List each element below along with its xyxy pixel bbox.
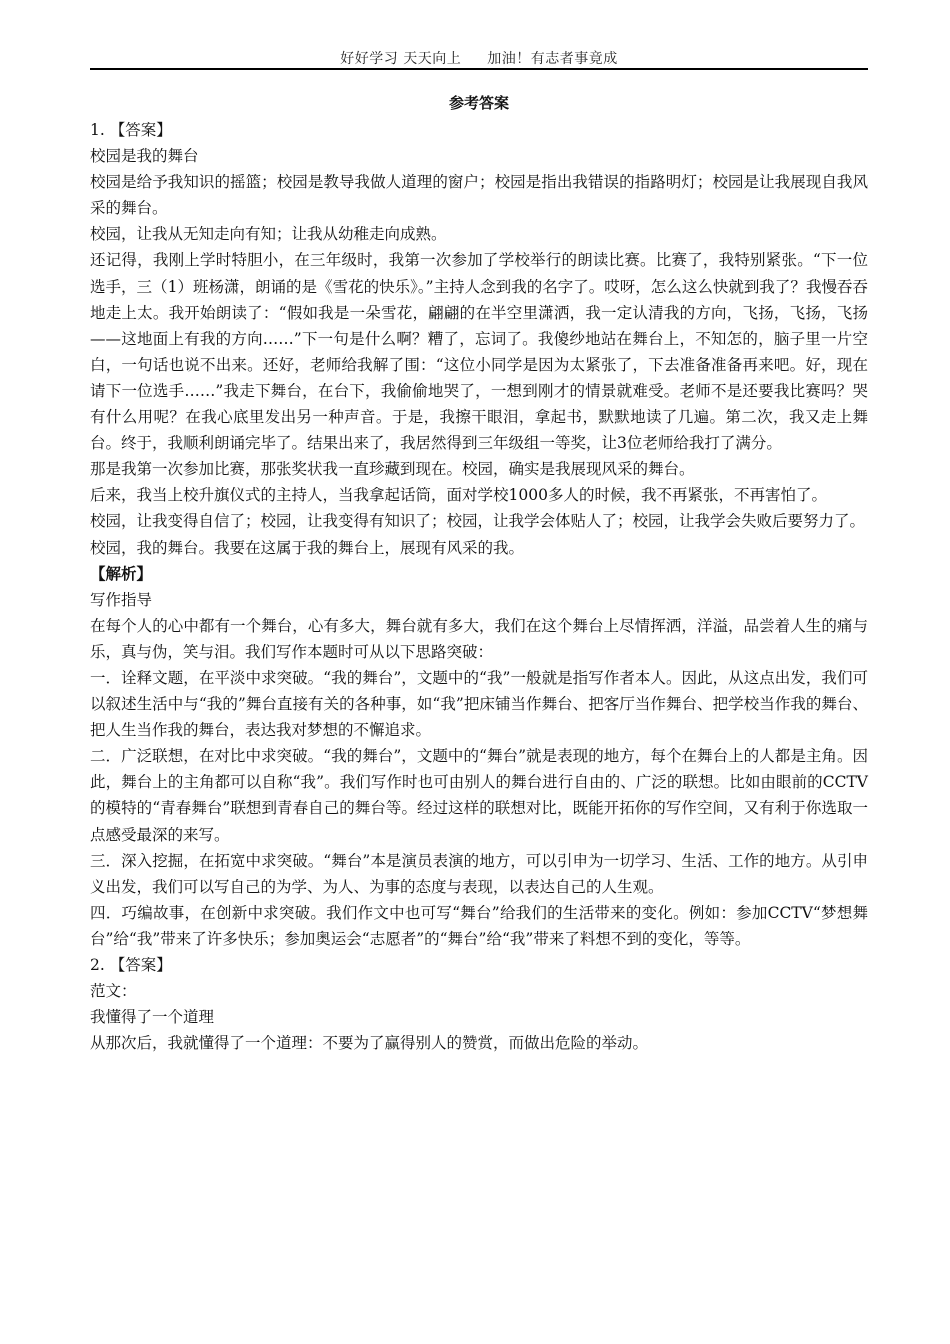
header-rule (90, 68, 868, 70)
analysis-point-2: 二．广泛联想，在对比中求突破。“我的舞台”，文题中的“舞台”就是表现的地方，每个在舞台上的人都是主角。因此，舞台上的主角都可以自称“我”。我们写作时也可由别人的舞台进行自由的、广泛的联想。比如由眼前的CCTV的模特的“青春舞台”联想到青春自己的舞台等。经过这样的联想对比，既能开拓你的写作空间，又有利于你选取一点感受最深的来写。 (90, 747, 868, 844)
essay-1-paragraph: 校园，让我从无知走向有知；让我从幼稚走向成熟。 (90, 225, 447, 244)
essay-1-paragraph: 还记得，我刚上学时特胆小，在三年级时，我第一次参加了学校举行的朗读比赛。比赛了，我特别紧张。“下一位选手，三（1）班杨潇，朗诵的是《雪花的快乐》。”主持人念到我的名字了。哎呀，怎么这么快就到我了？我慢吞吞地走上太。我开始朗读了：“假如我是一朵雪花，翩翩的在半空里潇洒，我一定认清我的方向，飞扬，飞扬，飞扬——这地面上有我的方向……”下一句是什么啊？糟了，忘词了。我傻纱地站在舞台上，不知怎的，脑子里一片空白，一句话也说不出来。还好，老师给我解了围：“这位小同学是因为太紧张了，下去准备准备再来吧。好，现在请下一位选手……”我走下舞台，在台下，我偷偷地哭了，一想到刚才的情景就难受。老师不是还要我比赛吗？哭有什么用呢？在我心底里发出另一种声音。于是，我擦干眼泪，拿起书，默默地读了几遍。第二次，我又走上舞台。终于，我顺利朗诵完毕了。结果出来了，我居然得到三年级组一等奖，让3位老师给我打了满分。 (90, 251, 868, 453)
essay-1-paragraph: 校园是给予我知识的摇篮；校园是教导我做人道理的窗户；校园是指出我错误的指路明灯；校园是让我展现自我风采的舞台。 (90, 173, 868, 218)
essay-1-paragraph: 后来，我当上校升旗仪式的主持人，当我拿起话筒，面对学校1000多人的时候，我不再紧张，不再害怕了。 (90, 486, 827, 505)
answer-2-heading: 2. 【答案】 (90, 956, 172, 974)
analysis-heading: 【解析】 (90, 563, 153, 583)
essay-1-paragraph: 校园，让我变得自信了；校园，让我变得有知识了；校园，让我学会体贴人了；校园，让我学会失败后要努力了。 (90, 512, 866, 531)
essay-1-title: 校园是我的舞台 (90, 147, 199, 166)
document-body (90, 117, 868, 1056)
essay-1-paragraph: 校园，我的舞台。我要在这属于我的舞台上，展现有风采的我。 (90, 538, 525, 557)
analysis-point-3: 三．深入挖掘，在拓宽中求突破。“舞台”本是演员表演的地方，可以引申为一切学习、生活、工作的地方。从引申义出发，我们可以写自己的为学、为人、为事的态度与表现，以表达自己的人生观。 (90, 851, 868, 896)
analysis-point-1: 一．诠释文题，在平淡中求突破。“我的舞台”，文题中的“我”一般就是指写作者本人。因此，从这点出发，我们可以叙述生活中与“我的”舞台直接有关的各种事，如“我”把床铺当作舞台、把客厅当作舞台、把学校当作我的舞台、把人生当作我的舞台，表达我对梦想的不懈追求。 (90, 668, 868, 740)
writing-guide-heading: 写作指导 (90, 590, 153, 609)
analysis-point-4: 四．巧编故事，在创新中求突破。我们作文中也可写“舞台”给我们的生活带来的变化。例如：参加CCTV“梦想舞台”给“我”带来了许多快乐；参加奥运会“志愿者”的“舞台”给“我”带来了料想不到的变化，等等。 (90, 903, 868, 948)
header-motto-left: 好好学习 天天向上 (340, 51, 462, 67)
page-title: 参考答案 (448, 94, 509, 112)
sample-essay-label: 范文： (90, 982, 137, 1001)
page-header (90, 48, 868, 68)
analysis-paragraph: 在每个人的心中都有一个舞台，心有多大，舞台就有多大，我们在这个舞台上尽情挥洒，洋溢，品尝着人生的痛与乐，真与伪，笑与泪。我们写作本题时可从以下思路突破： (90, 616, 868, 661)
essay-1-paragraph: 那是我第一次参加比赛，那张奖状我一直珍藏到现在。校园，确实是我展现风采的舞台。 (90, 460, 695, 479)
essay-2-title: 我懂得了一个道理 (90, 1008, 215, 1027)
essay-2-paragraph: 从那次后，我就懂得了一个道理：不要为了赢得别人的赞赏，而做出危险的举动。 (90, 1034, 649, 1053)
answer-1-heading: 1. 【答案】 (90, 121, 172, 139)
header-motto-right: 加油！有志者事竟成 (487, 51, 618, 67)
